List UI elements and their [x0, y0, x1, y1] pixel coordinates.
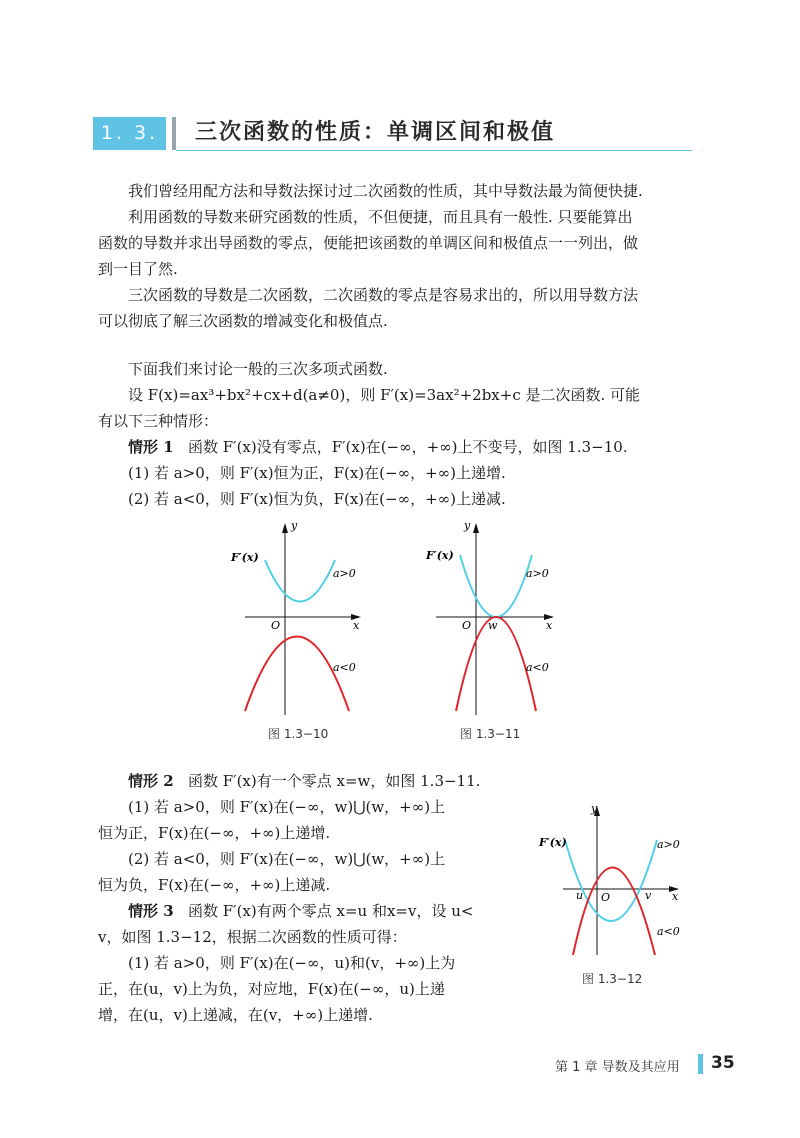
case3-line: v，如图 1.3−12，根据二次函数的性质可得：	[98, 928, 407, 946]
figure-1-3-11	[420, 515, 565, 720]
figure-1-3-10	[225, 515, 370, 720]
figure-caption: 图 1.3−12	[582, 972, 643, 986]
paragraph-line: 可以彻底了解三次函数的增减变化和极值点.	[98, 312, 388, 330]
footer-divider	[698, 1054, 703, 1074]
zero-w-label: w	[488, 619, 498, 632]
paragraph-line: 利用函数的导数来研究函数的性质，不但便捷，而且具有一般性. 只要能算出	[128, 208, 633, 226]
case1-item2: (2) 若 a<0，则 F′(x)恒为负，F(x)在(−∞，+∞)上递减.	[128, 490, 506, 508]
case2-label: 情形 2	[128, 772, 174, 790]
page-number: 35	[711, 1053, 735, 1073]
zero-v-label: v	[645, 889, 652, 902]
origin-label: O	[462, 619, 472, 632]
y-axis-label: y	[464, 519, 471, 532]
a-negative-label: a<0	[657, 925, 680, 938]
figure-caption: 图 1.3−10	[268, 727, 329, 741]
paragraph-line: 设 F(x)=ax³+bx²+cx+d(a≠0)，则 F′(x)=3ax²+2bx+c 是二次函数. 可能	[128, 386, 641, 404]
case1-text: 函数 F′(x)没有零点，F′(x)在(−∞，+∞)上不变号，如图 1.3−10.	[187, 438, 628, 456]
figure-caption: 图 1.3−11	[460, 727, 521, 741]
case1-heading	[128, 434, 628, 460]
a-positive-label: a>0	[657, 838, 680, 851]
a-positive-label: a>0	[333, 567, 356, 580]
function-label: F′(x)	[231, 551, 259, 564]
case2-text: 函数 F′(x)有一个零点 x=w，如图 1.3−11.	[187, 772, 481, 790]
zero-u-label: u	[576, 889, 584, 902]
chapter-label: 第 1 章 导数及其应用	[555, 1060, 680, 1075]
origin-label: O	[271, 619, 281, 632]
paragraph-line: 到一目了然.	[98, 260, 178, 278]
case3-heading	[128, 898, 473, 924]
origin-label: O	[601, 891, 611, 904]
paragraph-line: 我们曾经用配方法和导数法探讨过二次函数的性质，其中导数法最为简便快捷.	[128, 182, 643, 200]
header-divider	[172, 117, 176, 150]
x-axis-label: x	[546, 619, 553, 632]
a-negative-label: a<0	[526, 661, 549, 674]
paragraph-line: 有以下三种情形：	[98, 412, 219, 430]
function-label: F′(x)	[539, 836, 567, 849]
y-axis-label: y	[591, 802, 598, 815]
case2-heading	[128, 768, 480, 794]
case2-line: (1) 若 a>0，则 F′(x)在(−∞，w)⋃(w，+∞)上	[128, 798, 446, 816]
a-negative-label: a<0	[333, 661, 356, 674]
y-axis-label: y	[291, 519, 298, 532]
paragraph-line: 函数的导数并求出导函数的零点，便能把该函数的单调区间和极值点一一列出，做	[98, 234, 639, 252]
x-axis-label: x	[672, 890, 679, 903]
figure-1-3-12	[535, 800, 685, 960]
function-label: F′(x)	[426, 549, 454, 562]
case3-line: (1) 若 a>0，则 F′(x)在(−∞，u)和(v，+∞)上为	[128, 954, 456, 972]
section-number: 1. 3. 3	[93, 117, 166, 150]
header-underline	[176, 150, 692, 151]
x-axis-label: x	[353, 619, 360, 632]
case3-label: 情形 3	[128, 902, 174, 920]
section-title: 三次函数的性质：单调区间和极值	[195, 120, 556, 145]
a-positive-label: a>0	[526, 567, 549, 580]
case1-label: 情形 1	[128, 438, 174, 456]
paragraph-line: 下面我们来讨论一般的三次多项式函数.	[128, 360, 388, 378]
case2-line: 恒为负，F(x)在(−∞，+∞)上递减.	[98, 876, 331, 894]
case1-item1: (1) 若 a>0，则 F′(x)恒为正，F(x)在(−∞，+∞)上递增.	[128, 464, 506, 482]
case2-line: (2) 若 a<0，则 F′(x)在(−∞，w)⋃(w，+∞)上	[128, 850, 446, 868]
paragraph-line: 三次函数的导数是二次函数，二次函数的零点是容易求出的，所以用导数方法	[128, 286, 639, 304]
case3-text: 函数 F′(x)有两个零点 x=u 和x=v，设 u<	[187, 902, 474, 920]
case3-line: 增，在(u，v)上递减，在(v，+∞)上递增.	[98, 1006, 373, 1024]
case2-line: 恒为正，F(x)在(−∞，+∞)上递增.	[98, 824, 331, 842]
case3-line: 正，在(u，v)上为负，对应地，F(x)在(−∞，u)上递	[98, 980, 445, 998]
